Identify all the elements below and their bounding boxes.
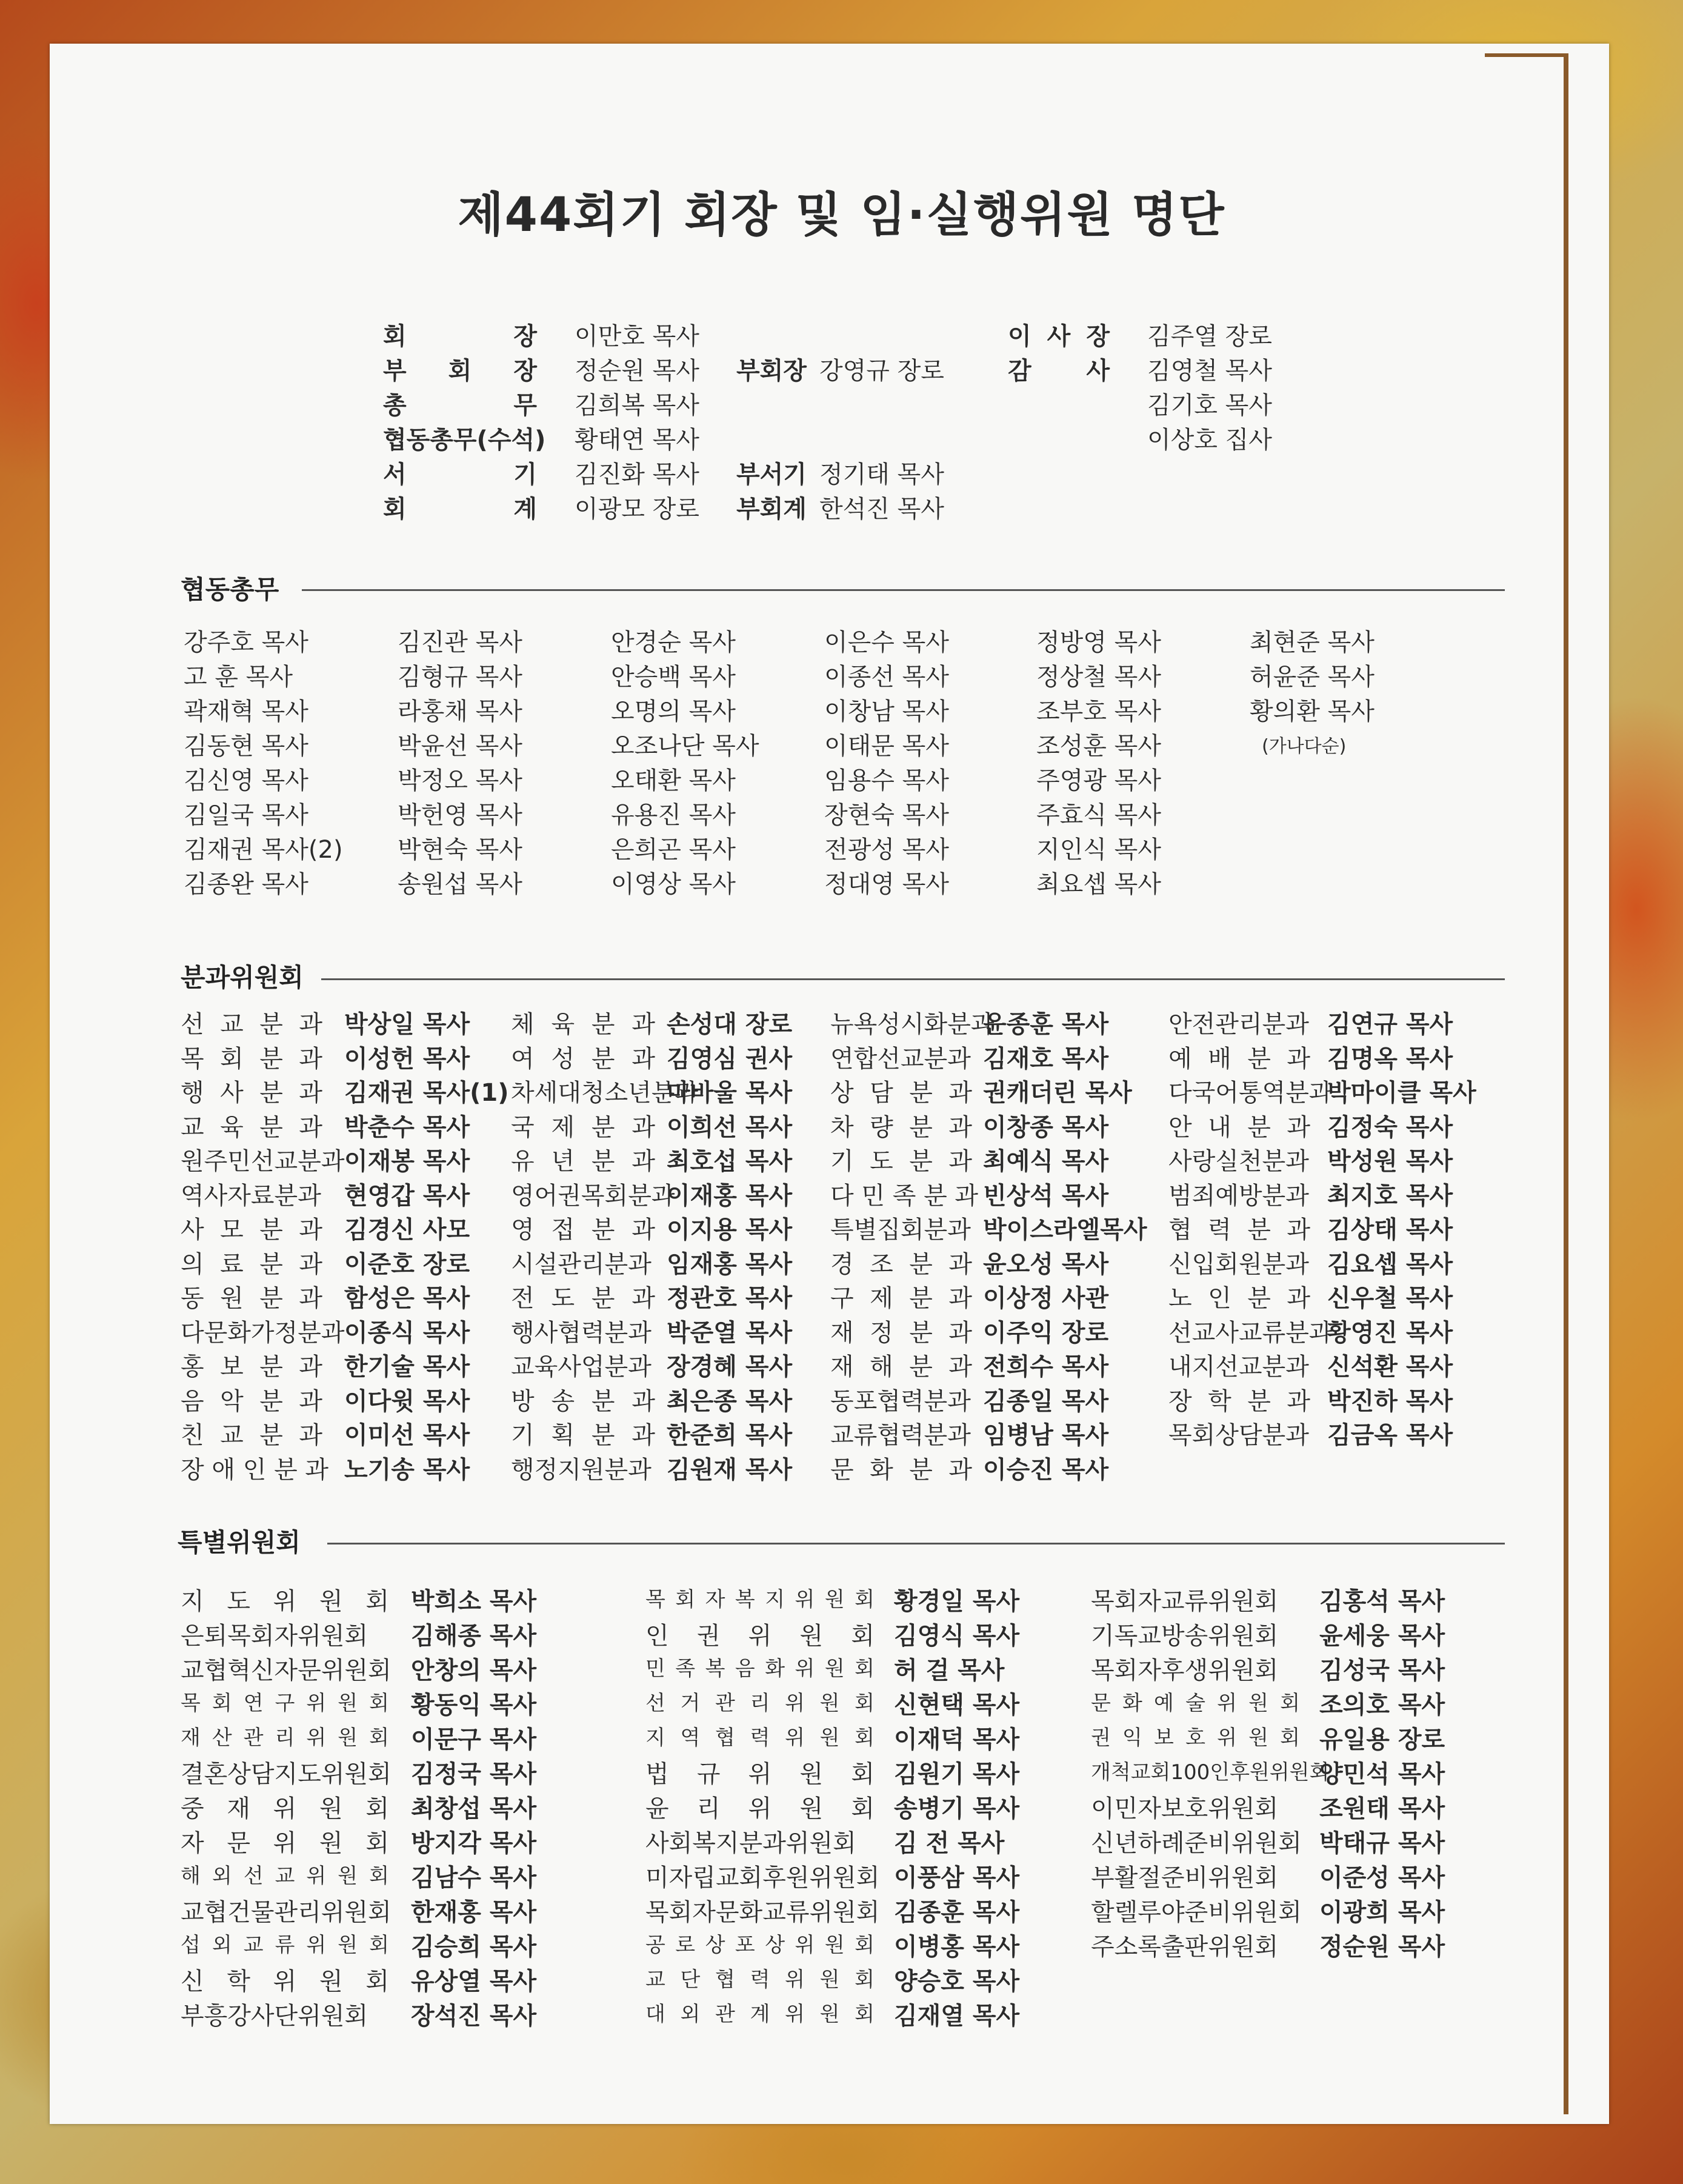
committee-dept: 행정지원분과 <box>511 1456 652 1484</box>
committee-chair: 양승호 목사 <box>894 1968 1020 1995</box>
committee-chair: 김금옥 목사 <box>1327 1421 1453 1449</box>
committee-chair: 김성국 목사 <box>1319 1657 1445 1685</box>
committee-dept: 안 내 분 과 <box>1168 1114 1310 1141</box>
committee-chair: 이재덕 목사 <box>894 1726 1020 1754</box>
committee-dept: 여 성 분 과 <box>511 1045 655 1073</box>
officer-name: 김진화 목사 <box>575 461 699 489</box>
committee-dept: 안전관리분과 <box>1168 1010 1309 1038</box>
committee-chair: 함성은 목사 <box>344 1284 470 1312</box>
committee-dept: 동포협력분과 <box>830 1388 971 1415</box>
committee-dept: 시설관리분과 <box>511 1251 652 1278</box>
member-name: 곽재혁 목사 <box>184 698 308 726</box>
committee-chair: 노기송 목사 <box>344 1456 470 1484</box>
section-heading-teukbyeol: 특별위원회 <box>178 1528 301 1557</box>
committee-dept: 사회복지분과위원회 <box>645 1829 856 1857</box>
committee-dept: 차 량 분 과 <box>830 1114 972 1141</box>
committee-chair: 조의호 목사 <box>1319 1691 1445 1719</box>
committee-dept: 장 학 분 과 <box>1168 1388 1310 1415</box>
committee-dept: 다문화가정분과 <box>181 1319 345 1347</box>
officer-role: 서 기 <box>383 461 537 489</box>
committee-dept: 상 담 분 과 <box>830 1079 972 1107</box>
committee-dept: 지 역 협 력 위 원 회 <box>645 1726 875 1750</box>
member-name: 박정오 목사 <box>398 767 522 795</box>
committee-chair: 한재홍 목사 <box>411 1898 537 1926</box>
officer-role: 회 계 <box>383 495 537 523</box>
committee-dept: 부활절준비위원회 <box>1091 1864 1279 1892</box>
officer-name: 한석진 목사 <box>819 495 944 523</box>
member-name: 정상철 목사 <box>1036 663 1161 691</box>
committee-dept: 부흥강사단위원회 <box>181 2002 368 2030</box>
committee-dept: 교협혁신자문위원회 <box>181 1657 392 1685</box>
officer-role: 감 사 <box>1008 357 1110 385</box>
committee-dept: 대 외 관 계 위 원 회 <box>645 2002 875 2026</box>
section-rule <box>302 589 1505 591</box>
committee-chair: 김연규 목사 <box>1327 1010 1453 1038</box>
committee-dept: 사랑실천분과 <box>1168 1147 1309 1175</box>
committee-dept: 신 학 위 원 회 <box>181 1968 389 1995</box>
member-name: 송원섭 목사 <box>398 870 522 898</box>
committee-dept: 인 권 위 원 회 <box>645 1622 875 1650</box>
committee-chair: 이종식 목사 <box>344 1319 470 1347</box>
committee-chair: 김해종 목사 <box>411 1622 537 1650</box>
committee-chair: 김홍석 목사 <box>1319 1588 1445 1615</box>
member-name: 임용수 목사 <box>824 767 949 795</box>
committee-chair: 김승희 목사 <box>411 1933 537 1961</box>
member-name: 지인식 목사 <box>1036 836 1161 864</box>
committee-chair: 김원기 목사 <box>894 1760 1020 1788</box>
committee-dept: 내지선교분과 <box>1168 1353 1309 1381</box>
committee-chair: 이희선 목사 <box>667 1114 793 1141</box>
committee-dept: 경 조 분 과 <box>830 1251 972 1278</box>
committee-dept: 지 도 위 원 회 <box>181 1588 389 1615</box>
committee-chair: 조원태 목사 <box>1319 1795 1445 1823</box>
committee-chair: 현영갑 목사 <box>344 1182 470 1210</box>
committee-chair: 김남수 목사 <box>411 1864 537 1892</box>
officer-name: 강영규 장로 <box>819 357 944 385</box>
committee-dept: 섭 외 교 류 위 원 회 <box>181 1933 389 1957</box>
committee-dept: 영 접 분 과 <box>511 1216 655 1244</box>
committee-chair: 김재호 목사 <box>983 1045 1109 1073</box>
committee-dept: 목회자후생위원회 <box>1091 1657 1279 1685</box>
officer-role: 이 사 장 <box>1008 322 1110 350</box>
committee-chair: 장경혜 목사 <box>667 1353 793 1381</box>
committee-chair: 이준성 목사 <box>1319 1864 1445 1892</box>
committee-chair: 최예식 목사 <box>983 1147 1109 1175</box>
committee-chair: 박성원 목사 <box>1327 1147 1453 1175</box>
committee-chair: 임재홍 목사 <box>667 1251 793 1278</box>
committee-dept: 신입회원분과 <box>1168 1251 1309 1278</box>
committee-dept: 자 문 위 원 회 <box>181 1829 389 1857</box>
committee-chair: 김명옥 목사 <box>1327 1045 1453 1073</box>
committee-dept: 교 단 협 력 위 원 회 <box>645 1968 875 1992</box>
committee-chair: 한준희 목사 <box>667 1421 793 1449</box>
member-name: 박현숙 목사 <box>398 836 522 864</box>
committee-chair: 윤오성 목사 <box>983 1251 1109 1278</box>
committee-dept: 법 규 위 원 회 <box>645 1760 875 1788</box>
committee-dept: 원주민선교분과 <box>181 1147 345 1175</box>
committee-dept: 다국어통역분과 <box>1168 1079 1333 1107</box>
frame-edge <box>1564 53 1568 2114</box>
member-name: 이영상 목사 <box>611 870 736 898</box>
committee-chair: 이준호 장로 <box>344 1251 470 1278</box>
committee-chair: 김종일 목사 <box>983 1388 1109 1415</box>
member-name: 이은수 목사 <box>824 629 949 656</box>
committee-chair: 빈상석 목사 <box>983 1182 1109 1210</box>
committee-dept: 장 애 인 분 과 <box>181 1456 329 1484</box>
committee-dept: 기 도 분 과 <box>830 1147 972 1175</box>
member-name: 주영광 목사 <box>1036 767 1161 795</box>
committee-chair: 박상일 목사 <box>344 1010 470 1038</box>
member-name: 최요셉 목사 <box>1036 870 1161 898</box>
officer-role: 부 회 장 <box>383 357 537 385</box>
committee-chair: 김정국 목사 <box>411 1760 537 1788</box>
member-name: 최현준 목사 <box>1250 629 1375 656</box>
officer-role: 부회장 <box>736 357 807 385</box>
committee-chair: 김종훈 목사 <box>894 1898 1020 1926</box>
member-name: 라홍채 목사 <box>398 698 522 726</box>
committee-dept: 신년하례준비위원회 <box>1091 1829 1302 1857</box>
committee-dept: 구 제 분 과 <box>830 1284 972 1312</box>
committee-chair: 이광희 목사 <box>1319 1898 1445 1926</box>
member-name: 유용진 목사 <box>611 801 736 829</box>
section-heading-bungwa: 분과위원회 <box>181 963 304 992</box>
committee-dept: 할렐루야준비위원회 <box>1091 1898 1302 1926</box>
committee-dept: 목 회 분 과 <box>181 1045 322 1073</box>
committee-chair: 이지용 목사 <box>667 1216 793 1244</box>
committee-chair: 김영식 목사 <box>894 1622 1020 1650</box>
committee-chair: 박희소 목사 <box>411 1588 537 1615</box>
officer-role: 부서기 <box>736 461 807 489</box>
member-name: 장현숙 목사 <box>824 801 949 829</box>
member-name: 김동현 목사 <box>184 732 308 760</box>
committee-dept: 목회자교류위원회 <box>1091 1588 1279 1615</box>
committee-chair: 허 걸 목사 <box>894 1657 1005 1685</box>
committee-dept: 교협건물관리위원회 <box>181 1898 392 1926</box>
committee-dept: 재 산 관 리 위 원 회 <box>181 1726 389 1750</box>
member-name: 박헌영 목사 <box>398 801 522 829</box>
committee-dept: 홍 보 분 과 <box>181 1353 322 1381</box>
committee-chair: 이풍삼 목사 <box>894 1864 1020 1892</box>
officer-name: 황태연 목사 <box>575 426 699 454</box>
member-name: 안승백 목사 <box>611 663 736 691</box>
member-name: 조성훈 목사 <box>1036 732 1161 760</box>
member-name: 김일국 목사 <box>184 801 308 829</box>
member-name: 김신영 목사 <box>184 767 308 795</box>
committee-chair: 정순원 목사 <box>1319 1933 1445 1961</box>
committee-chair: 윤종훈 목사 <box>983 1010 1109 1038</box>
committee-chair: 최호섭 목사 <box>667 1147 793 1175</box>
sort-note: (가나다순) <box>1262 736 1347 757</box>
committee-dept: 예 배 분 과 <box>1168 1045 1310 1073</box>
member-name: 이종선 목사 <box>824 663 949 691</box>
officer-name: 김기호 목사 <box>1147 392 1272 419</box>
committee-chair: 양민석 목사 <box>1319 1760 1445 1788</box>
member-name: 오조나단 목사 <box>611 732 759 760</box>
member-name: 정방영 목사 <box>1036 629 1161 656</box>
committee-dept: 문 화 분 과 <box>830 1456 972 1484</box>
committee-dept: 이민자보호위원회 <box>1091 1795 1279 1823</box>
committee-dept: 행사협력분과 <box>511 1319 652 1347</box>
committee-dept: 윤 리 위 원 회 <box>645 1795 875 1823</box>
officer-role: 부회계 <box>736 495 807 523</box>
committee-chair: 한기술 목사 <box>344 1353 470 1381</box>
committee-dept: 사 모 분 과 <box>181 1216 322 1244</box>
committee-chair: 박준열 목사 <box>667 1319 793 1347</box>
member-name: 고 훈 목사 <box>184 663 293 691</box>
committee-dept: 선교사교류분과 <box>1168 1319 1333 1347</box>
member-name: 김재권 목사(2) <box>184 836 343 864</box>
member-name: 전광성 목사 <box>824 836 949 864</box>
member-name: 안경순 목사 <box>611 629 736 656</box>
committee-dept: 교류협력분과 <box>830 1421 971 1449</box>
committee-dept: 주소록출판위원회 <box>1091 1933 1279 1961</box>
committee-chair: 권캐더린 목사 <box>983 1079 1132 1107</box>
committee-dept: 국 제 분 과 <box>511 1114 655 1141</box>
member-name: 김진관 목사 <box>398 629 522 656</box>
officer-name: 이만호 목사 <box>575 322 699 350</box>
committee-chair: 이상정 사관 <box>983 1284 1109 1312</box>
committee-chair: 신우철 목사 <box>1327 1284 1453 1312</box>
committee-chair: 김정숙 목사 <box>1327 1114 1453 1141</box>
committee-dept: 유 년 분 과 <box>511 1147 655 1175</box>
committee-dept: 영어권목회분과 <box>511 1182 675 1210</box>
committee-chair: 임병남 목사 <box>983 1421 1109 1449</box>
committee-dept: 목회상담분과 <box>1168 1421 1309 1449</box>
committee-chair: 이재홍 목사 <box>667 1182 793 1210</box>
committee-dept: 은퇴목회자위원회 <box>181 1622 368 1650</box>
committee-chair: 이성헌 목사 <box>344 1045 470 1073</box>
frame-edge-top <box>1485 53 1568 57</box>
committee-chair: 황경일 목사 <box>894 1588 1020 1615</box>
committee-chair: 마바울 목사 <box>667 1079 793 1107</box>
committee-dept: 교육사업분과 <box>511 1353 652 1381</box>
member-name: 이창남 목사 <box>824 698 949 726</box>
section-rule <box>327 1543 1505 1544</box>
committee-dept: 문 화 예 술 위 원 회 <box>1091 1691 1300 1715</box>
member-name: 김종완 목사 <box>184 870 308 898</box>
committee-dept: 친 교 분 과 <box>181 1421 322 1449</box>
member-name: 황의환 목사 <box>1250 698 1375 726</box>
committee-chair: 이문구 목사 <box>411 1726 537 1754</box>
committee-chair: 김 전 목사 <box>894 1829 1005 1857</box>
committee-dept: 목회자문화교류위원회 <box>645 1898 880 1926</box>
committee-chair: 전희수 목사 <box>983 1353 1109 1381</box>
committee-dept: 중 재 위 원 회 <box>181 1795 389 1823</box>
committee-chair: 이미선 목사 <box>344 1421 470 1449</box>
committee-dept: 결혼상담지도위원회 <box>181 1760 392 1788</box>
committee-dept: 행 사 분 과 <box>181 1079 322 1107</box>
committee-chair: 박마이클 목사 <box>1327 1079 1476 1107</box>
committee-chair: 윤세웅 목사 <box>1319 1622 1445 1650</box>
committee-dept: 선 거 관 리 위 원 회 <box>645 1691 875 1715</box>
member-name: 이태문 목사 <box>824 732 949 760</box>
committee-dept: 범죄예방분과 <box>1168 1182 1309 1210</box>
committee-dept: 재 정 분 과 <box>830 1319 972 1347</box>
member-name: 오명의 목사 <box>611 698 736 726</box>
committee-chair: 장석진 목사 <box>411 2002 537 2030</box>
member-name: 주효식 목사 <box>1036 801 1161 829</box>
committee-dept: 해 외 선 교 위 원 회 <box>181 1864 389 1888</box>
section-heading-hyeopdong: 협동총무 <box>181 575 279 604</box>
committee-dept: 뉴욕성시화분과 <box>830 1010 995 1038</box>
committee-chair: 박진하 목사 <box>1327 1388 1453 1415</box>
section-rule <box>321 978 1505 980</box>
committee-dept: 기독교방송위원회 <box>1091 1622 1279 1650</box>
member-name: 허윤준 목사 <box>1250 663 1375 691</box>
officer-name: 김희복 목사 <box>575 392 699 419</box>
committee-chair: 이다윗 목사 <box>344 1388 470 1415</box>
officer-role: 총 무 <box>383 392 537 419</box>
document-title: 제44회기 회장 및 임·실행위원 명단 <box>458 188 1225 242</box>
committee-chair: 김요셉 목사 <box>1327 1251 1453 1278</box>
committee-chair: 이주익 장로 <box>983 1319 1109 1347</box>
officer-name: 이상호 집사 <box>1147 426 1272 454</box>
committee-chair: 이승진 목사 <box>983 1456 1109 1484</box>
committee-dept: 목 회 자 복 지 위 원 회 <box>645 1588 875 1612</box>
committee-dept: 개척교회100인후원위원회 <box>1091 1760 1330 1785</box>
committee-chair: 안창의 목사 <box>411 1657 537 1685</box>
member-name: 박윤선 목사 <box>398 732 522 760</box>
committee-dept: 노 인 분 과 <box>1168 1284 1310 1312</box>
committee-dept: 역사자료분과 <box>181 1182 321 1210</box>
committee-chair: 정관호 목사 <box>667 1284 793 1312</box>
officer-name: 정순원 목사 <box>575 357 699 385</box>
committee-dept: 공 로 상 포 상 위 원 회 <box>645 1933 875 1957</box>
committee-chair: 이재봉 목사 <box>344 1147 470 1175</box>
committee-chair: 신현택 목사 <box>894 1691 1020 1719</box>
member-name: 김형규 목사 <box>398 663 522 691</box>
committee-dept: 권 익 보 호 위 원 회 <box>1091 1726 1300 1750</box>
officer-name: 김주열 장로 <box>1147 322 1272 350</box>
committee-chair: 유상열 목사 <box>411 1968 537 1995</box>
committee-dept: 연합선교분과 <box>830 1045 971 1073</box>
committee-chair: 이창종 목사 <box>983 1114 1109 1141</box>
member-name: 정대영 목사 <box>824 870 949 898</box>
committee-dept: 다 민 족 분 과 <box>830 1182 979 1210</box>
committee-chair: 방지각 목사 <box>411 1829 537 1857</box>
committee-chair: 김경신 사모 <box>344 1216 470 1244</box>
committee-dept: 민 족 복 음 화 위 원 회 <box>645 1657 875 1681</box>
member-name: 오태환 목사 <box>611 767 736 795</box>
committee-chair: 김재권 목사(1) <box>344 1079 509 1107</box>
committee-dept: 전 도 분 과 <box>511 1284 655 1312</box>
committee-dept: 목 회 연 구 위 원 회 <box>181 1691 389 1715</box>
member-name: 조부호 목사 <box>1036 698 1161 726</box>
committee-dept: 교 육 분 과 <box>181 1114 322 1141</box>
committee-chair: 황영진 목사 <box>1327 1319 1453 1347</box>
committee-chair: 박춘수 목사 <box>344 1114 470 1141</box>
committee-chair: 최은종 목사 <box>667 1388 793 1415</box>
committee-dept: 특별집회분과 <box>830 1216 971 1244</box>
committee-chair: 김원재 목사 <box>667 1456 793 1484</box>
committee-dept: 선 교 분 과 <box>181 1010 322 1038</box>
committee-chair: 최지호 목사 <box>1327 1182 1453 1210</box>
committee-dept: 차세대청소년분과 <box>511 1079 699 1107</box>
committee-chair: 손성대 장로 <box>667 1010 793 1038</box>
committee-chair: 박이스라엘목사 <box>983 1216 1147 1244</box>
committee-chair: 송병기 목사 <box>894 1795 1020 1823</box>
committee-chair: 유일용 장로 <box>1319 1726 1445 1754</box>
committee-dept: 동 원 분 과 <box>181 1284 322 1312</box>
committee-dept: 미자립교회후원위원회 <box>645 1864 880 1892</box>
officer-role: 협동총무(수석) <box>383 426 546 454</box>
committee-dept: 의 료 분 과 <box>181 1251 322 1278</box>
committee-dept: 음 악 분 과 <box>181 1388 322 1415</box>
officer-name: 김영철 목사 <box>1147 357 1272 385</box>
committee-chair: 황동익 목사 <box>411 1691 537 1719</box>
committee-dept: 재 해 분 과 <box>830 1353 972 1381</box>
committee-dept: 협 력 분 과 <box>1168 1216 1310 1244</box>
committee-chair: 이병홍 목사 <box>894 1933 1020 1961</box>
committee-dept: 체 육 분 과 <box>511 1010 655 1038</box>
committee-chair: 김상태 목사 <box>1327 1216 1453 1244</box>
committee-chair: 김재열 목사 <box>894 2002 1020 2030</box>
officer-name: 정기태 목사 <box>819 461 944 489</box>
committee-dept: 방 송 분 과 <box>511 1388 655 1415</box>
committee-dept: 기 획 분 과 <box>511 1421 655 1449</box>
committee-chair: 박태규 목사 <box>1319 1829 1445 1857</box>
officer-name: 이광모 장로 <box>575 495 699 523</box>
member-name: 은희곤 목사 <box>611 836 736 864</box>
officer-role: 회 장 <box>383 322 537 350</box>
committee-chair: 신석환 목사 <box>1327 1353 1453 1381</box>
committee-chair: 최창섭 목사 <box>411 1795 537 1823</box>
committee-chair: 김영심 권사 <box>667 1045 793 1073</box>
member-name: 강주호 목사 <box>184 629 308 656</box>
